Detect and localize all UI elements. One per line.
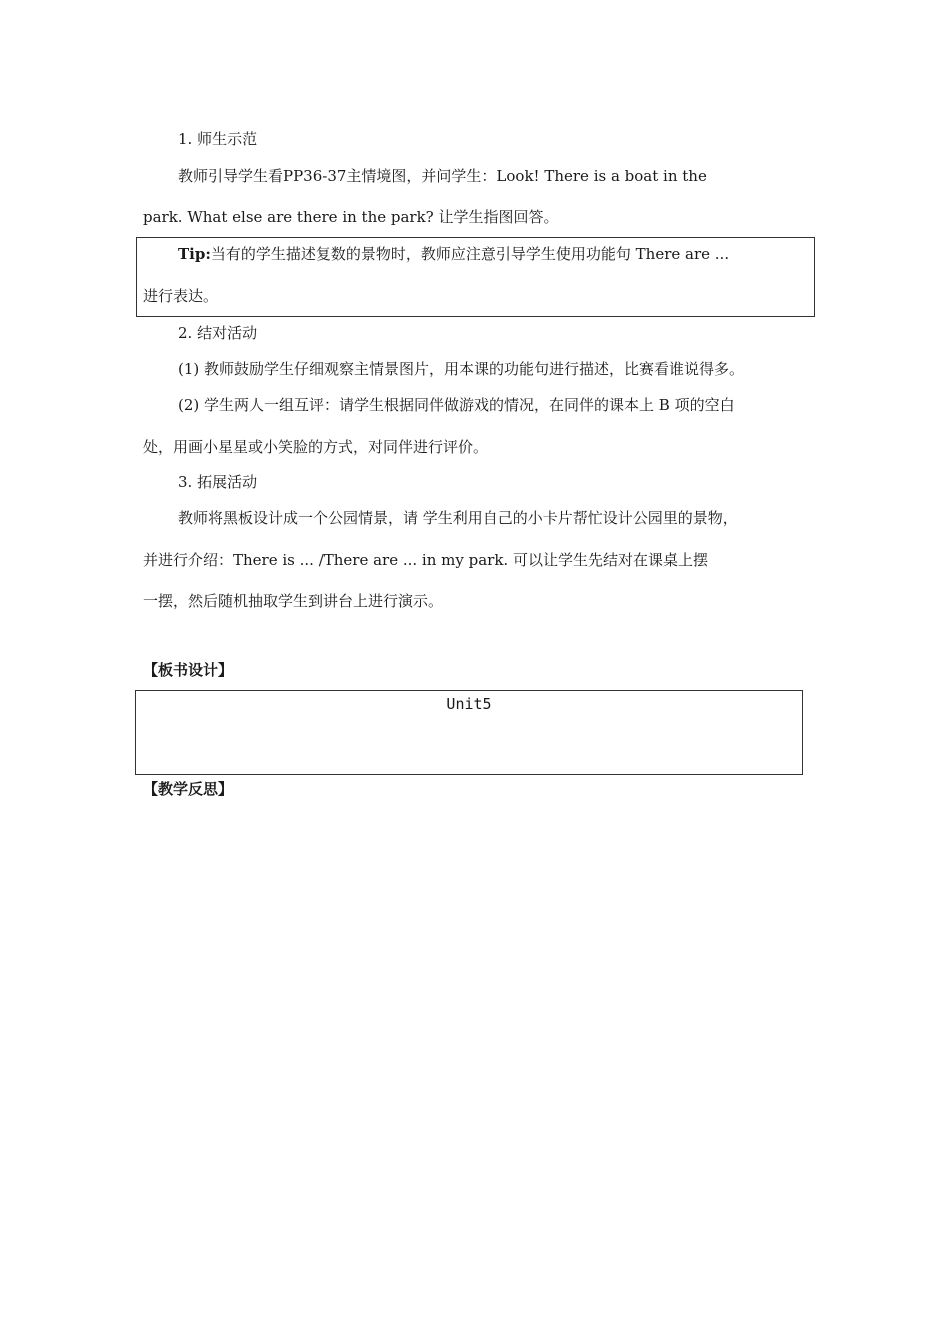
section-3-paragraph-line-3: 一摆，然后随机抽取学生到讲台上进行演示。	[143, 592, 444, 610]
section-2-heading: 2. 结对活动	[178, 324, 258, 342]
section-1-paragraph-line-2: park. What else are there in the park? 让学生指图回答。	[143, 208, 559, 226]
board-design-box	[135, 690, 803, 775]
section-1-paragraph-line-1: 教师引导学生看PP36-37主情境图，并问学生：Look! There is a boat in the	[178, 167, 707, 185]
section-3-heading: 3. 拓展活动	[178, 473, 258, 491]
board-design-heading: 【板书设计】	[143, 661, 234, 679]
section-2-item-2-line-2: 处，用画小星星或小笑脸的方式，对同伴进行评价。	[143, 438, 489, 456]
section-1-heading: 1. 师生示范	[178, 130, 258, 148]
section-2-item-2-line-1: (2) 学生两人一组互评：请学生根据同伴做游戏的情况，在同伴的课本上 B 项的空白	[178, 396, 735, 414]
tip-line-2: 进行表达。	[143, 287, 219, 305]
tip-text: 当有的学生描述复数的景物时，教师应注意引导学生使用功能句 There are ...	[210, 245, 730, 263]
tip-line-1	[178, 243, 729, 264]
reflection-heading: 【教学反思】	[143, 780, 234, 798]
section-3-paragraph-line-2: 并进行介绍：There is ... /There are ... in my park. 可以让学生先结对在课桌上摆	[143, 551, 708, 569]
tip-label: Tip:	[178, 245, 211, 263]
section-3-paragraph-line-1: 教师将黑板设计成一个公园情景，请 学生利用自己的小卡片帮忙设计公园里的景物，	[178, 509, 738, 527]
section-2-item-1: (1) 教师鼓励学生仔细观察主情景图片，用本课的功能句进行描述，比赛看谁说得多。	[178, 360, 745, 378]
board-title: Unit5	[446, 695, 492, 713]
